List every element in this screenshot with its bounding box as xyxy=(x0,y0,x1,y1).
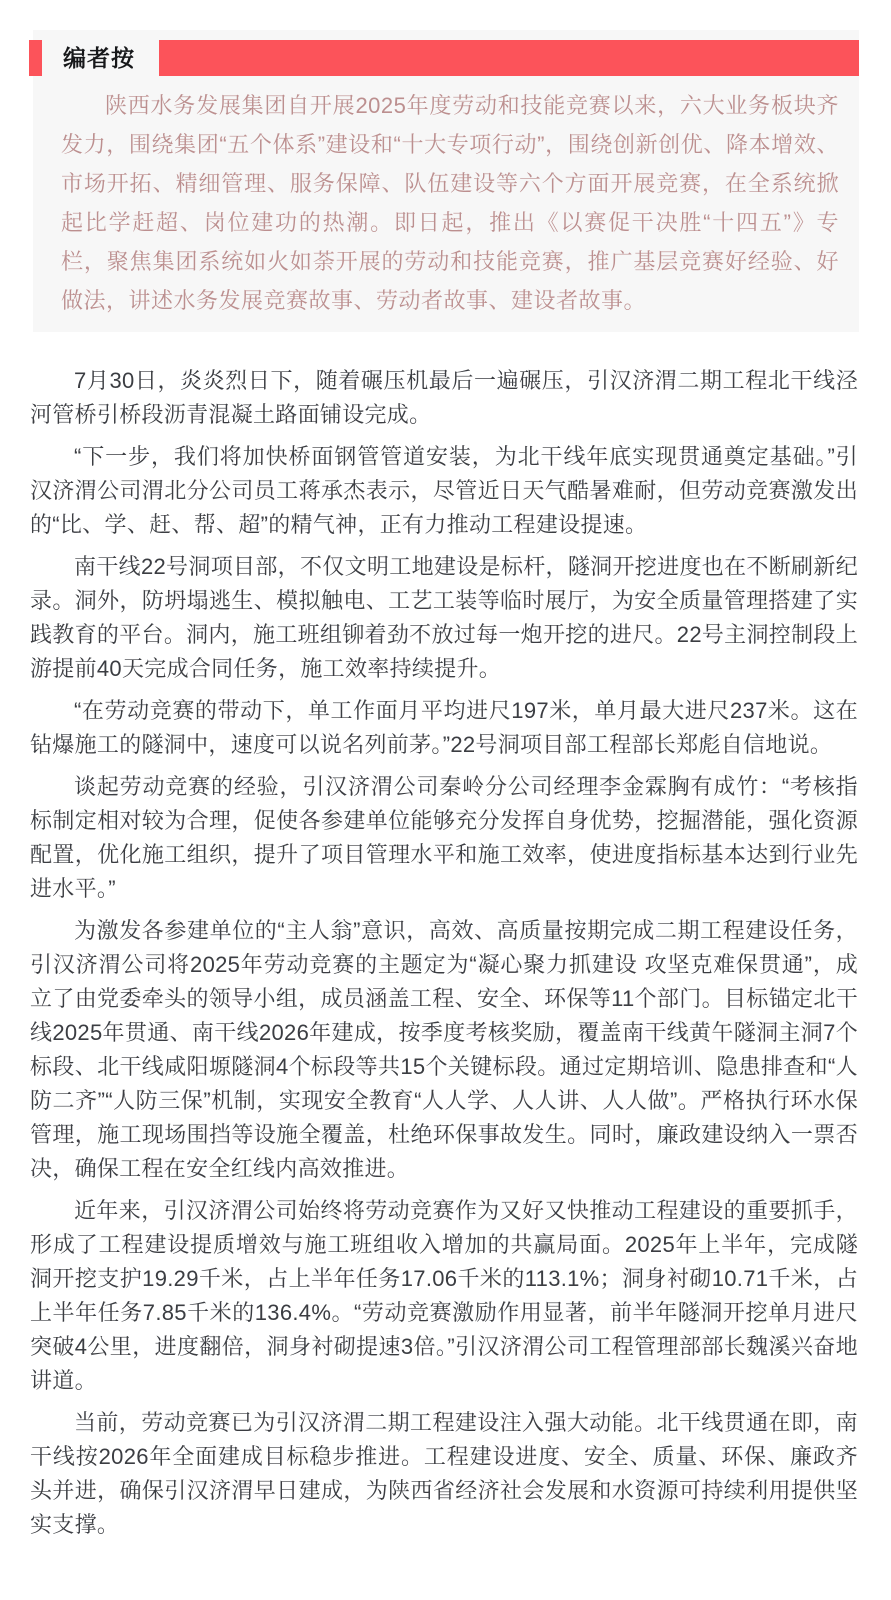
red-accent-bar xyxy=(29,40,42,76)
article-paragraph: “下一步，我们将加快桥面钢管管道安装，为北干线年底实现贯通奠定基础。”引汉济渭公司渭北分公司员工蒋承杰表示，尽管近日天气酷暑难耐，但劳动竞赛激发出的“比、学、赶、帮、超”的精气神，正有力推动工程建设提速。 xyxy=(30,444,858,537)
article-paragraph: 近年来，引汉济渭公司始终将劳动竞赛作为又好又快推动工程建设的重要抓手，形成了工程建设提质增效与施工班组收入增加的共赢局面。2025年上半年，完成隧洞开挖支护19.29千米，占上半年任务17.06千米的113.1%；洞身衬砌10.71千米，占上半年任务7.85千米的136.4%。“劳动竞赛激励作用显著，前半年隧洞开挖单月进尺突破4公里，进度翻倍，洞身衬砌提速3倍。”引汉济渭公司工程管理部部长魏溪兴奋地讲道。 xyxy=(30,1198,858,1393)
article-paragraph: “在劳动竞赛的带动下，单工作面月平均进尺197米，单月最大进尺237米。这在钻爆施工的隧洞中，速度可以说名列前茅。”22号洞项目部工程部长郑彪自信地说。 xyxy=(30,698,858,757)
editor-note-text: 陕西水务发展集团自开展2025年度劳动和技能竞赛以来，六大业务板块齐发力，围绕集团“五个体系”建设和“十大专项行动”，围绕创新创优、降本增效、市场开拓、精细管理、服务保障、队伍建设等六个方面开展竞赛，在全系统掀起比学赶超、岗位建功的热潮。即日起，推出《以赛促干决胜“十四五”》专栏，聚焦集团系统如火如荼开展的劳动和技能竞赛，推广基层竞赛好经验、好做法，讲述水务发展竞赛故事、劳动者故事、建设者故事。 xyxy=(61,93,839,313)
article-paragraph: 当前，劳动竞赛已为引汉济渭二期工程建设注入强大动能。北干线贯通在即，南干线按2026年全面建成目标稳步推进。工程建设进度、安全、质量、环保、廉政齐头并进，确保引汉济渭早日建成，为陕西省经济社会发展和水资源可持续利用提供坚实支撑。 xyxy=(30,1410,858,1537)
article-paragraph: 谈起劳动竞赛的经验，引汉济渭公司秦岭分公司经理李金霖胸有成竹：“考核指标制定相对较为合理，促使各参建单位能够充分发挥自身优势，挖掘潜能，强化资源配置，优化施工组织，提升了项目管理水平和施工效率，使进度指标基本达到行业先进水平。” xyxy=(30,774,858,901)
red-header-bar xyxy=(159,40,859,76)
article-paragraph: 7月30日，炎炎烈日下，随着碾压机最后一遍碾压，引汉济渭二期工程北干线泾河管桥引桥段沥青混凝土路面铺设完成。 xyxy=(30,368,858,427)
editor-note-label: 编者按 xyxy=(63,45,135,71)
editor-note-header xyxy=(29,40,859,76)
editor-note-panel xyxy=(33,30,859,332)
article-body xyxy=(30,364,858,1542)
article-paragraph: 为激发各参建单位的“主人翁”意识，高效、高质量按期完成二期工程建设任务，引汉济渭公司将2025年劳动竞赛的主题定为“凝心聚力抓建设 攻坚克难保贯通”，成立了由党委牵头的领导小组，成员涵盖工程、安全、环保等11个部门。目标锚定北干线2025年贯通、南干线2026年建成，按季度考核奖励，覆盖南干线黄午隧洞主洞7个标段、北干线咸阳塬隧洞4个标段等共15个关键标段。通过定期培训、隐患排查和“人防二齐”“人防三保”机制，实现安全教育“人人学、人人讲、人人做”。严格执行环水保管理，施工现场围挡等设施全覆盖，杜绝环保事故发生。同时，廉政建设纳入一票否决，确保工程在安全红线内高效推进。 xyxy=(30,918,858,1181)
article-paragraph: 南干线22号洞项目部，不仅文明工地建设是标杆，隧洞开挖进度也在不断刷新纪录。洞外，防坍塌逃生、模拟触电、工艺工装等临时展厅，为安全质量管理搭建了实践教育的平台。洞内，施工班组铆着劲不放过每一炮开挖的进尺。22号主洞控制段上游提前40天完成合同任务，施工效率持续提升。 xyxy=(30,554,858,681)
